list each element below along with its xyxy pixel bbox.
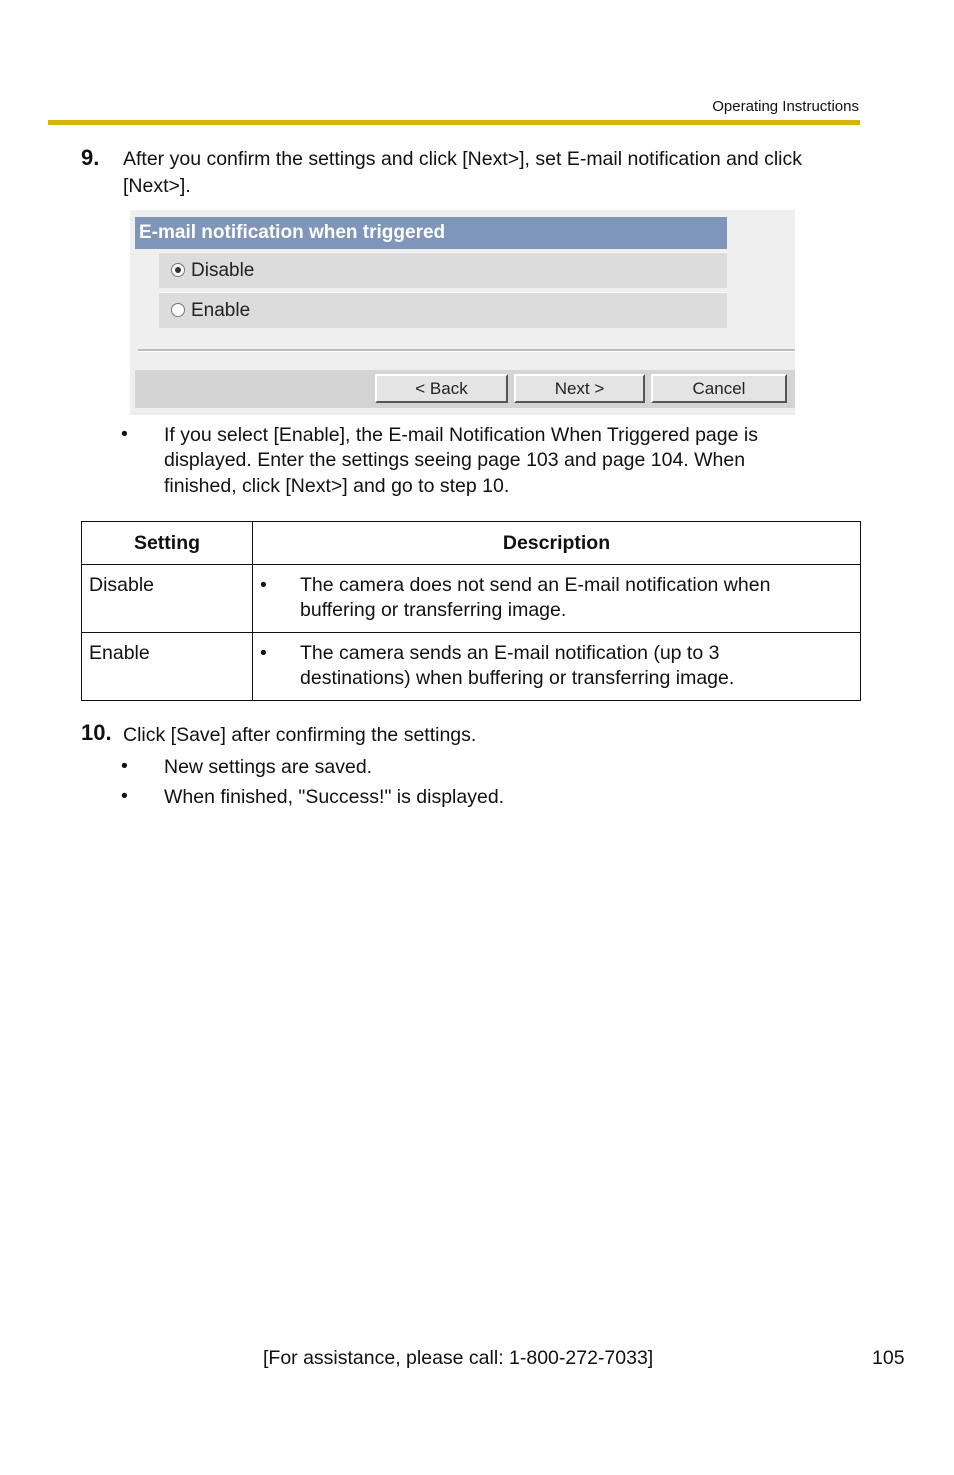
description-line1: The camera sends an E-mail notification (up to 3 xyxy=(300,642,720,664)
header-description: Description xyxy=(253,522,861,565)
description-line2: destinations) when buffering or transferring image. xyxy=(300,667,735,689)
setting-cell: Enable xyxy=(82,633,253,701)
option-enable-label: Enable xyxy=(191,300,251,321)
header-label: Operating Instructions xyxy=(712,98,859,115)
setting-cell: Disable xyxy=(82,565,253,633)
radio-unselected-icon[interactable] xyxy=(171,303,185,317)
note-bullet: • xyxy=(121,423,128,445)
page-number: 105 xyxy=(872,1347,905,1369)
settings-table xyxy=(81,521,861,701)
description-cell xyxy=(253,565,861,633)
back-button[interactable]: < Back xyxy=(375,374,508,403)
footer-assistance: [For assistance, please call: 1-800-272-7033] xyxy=(263,1347,654,1369)
step-10-bullet: • xyxy=(121,755,128,777)
step-10-text: Click [Save] after confirming the settings. xyxy=(123,724,477,746)
note-line3: finished, click [Next>] and go to step 10. xyxy=(164,475,510,497)
option-enable[interactable] xyxy=(159,292,727,328)
description-line2: buffering or transferring image. xyxy=(300,599,567,621)
description-cell xyxy=(253,633,861,701)
description-bullet: • xyxy=(260,642,267,664)
description-bullet: • xyxy=(260,574,267,596)
step-9-text-line1: After you confirm the settings and click [Next>], set E-mail notification and click xyxy=(123,148,802,170)
note-line1: If you select [Enable], the E-mail Notification When Triggered page is xyxy=(164,424,758,446)
option-disable-label: Disable xyxy=(191,260,255,281)
step-9-number: 9. xyxy=(81,145,100,170)
table-header-row xyxy=(82,522,861,565)
table-row xyxy=(82,565,861,633)
radio-selected-icon[interactable] xyxy=(171,263,185,277)
email-notification-screenshot xyxy=(130,210,795,415)
step-10-bullet: • xyxy=(121,785,128,807)
panel-divider xyxy=(138,349,795,352)
step-10-bullet-text: When finished, "Success!" is displayed. xyxy=(164,786,505,808)
cancel-button[interactable]: Cancel xyxy=(651,374,787,403)
next-button[interactable]: Next > xyxy=(514,374,645,403)
step-10-number: 10. xyxy=(81,720,112,745)
header-setting: Setting xyxy=(82,522,253,565)
description-line1: The camera does not send an E-mail notification when xyxy=(300,574,771,596)
step-10-bullet-text: New settings are saved. xyxy=(164,756,373,778)
panel-title: E-mail notification when triggered xyxy=(135,217,727,249)
step-9-text-line2: [Next>]. xyxy=(123,175,191,197)
header-rule xyxy=(48,120,860,125)
note-line2: displayed. Enter the settings seeing page 103 and page 104. When xyxy=(164,449,746,471)
button-bar xyxy=(135,370,795,408)
option-disable[interactable] xyxy=(159,252,727,288)
table-row xyxy=(82,633,861,701)
